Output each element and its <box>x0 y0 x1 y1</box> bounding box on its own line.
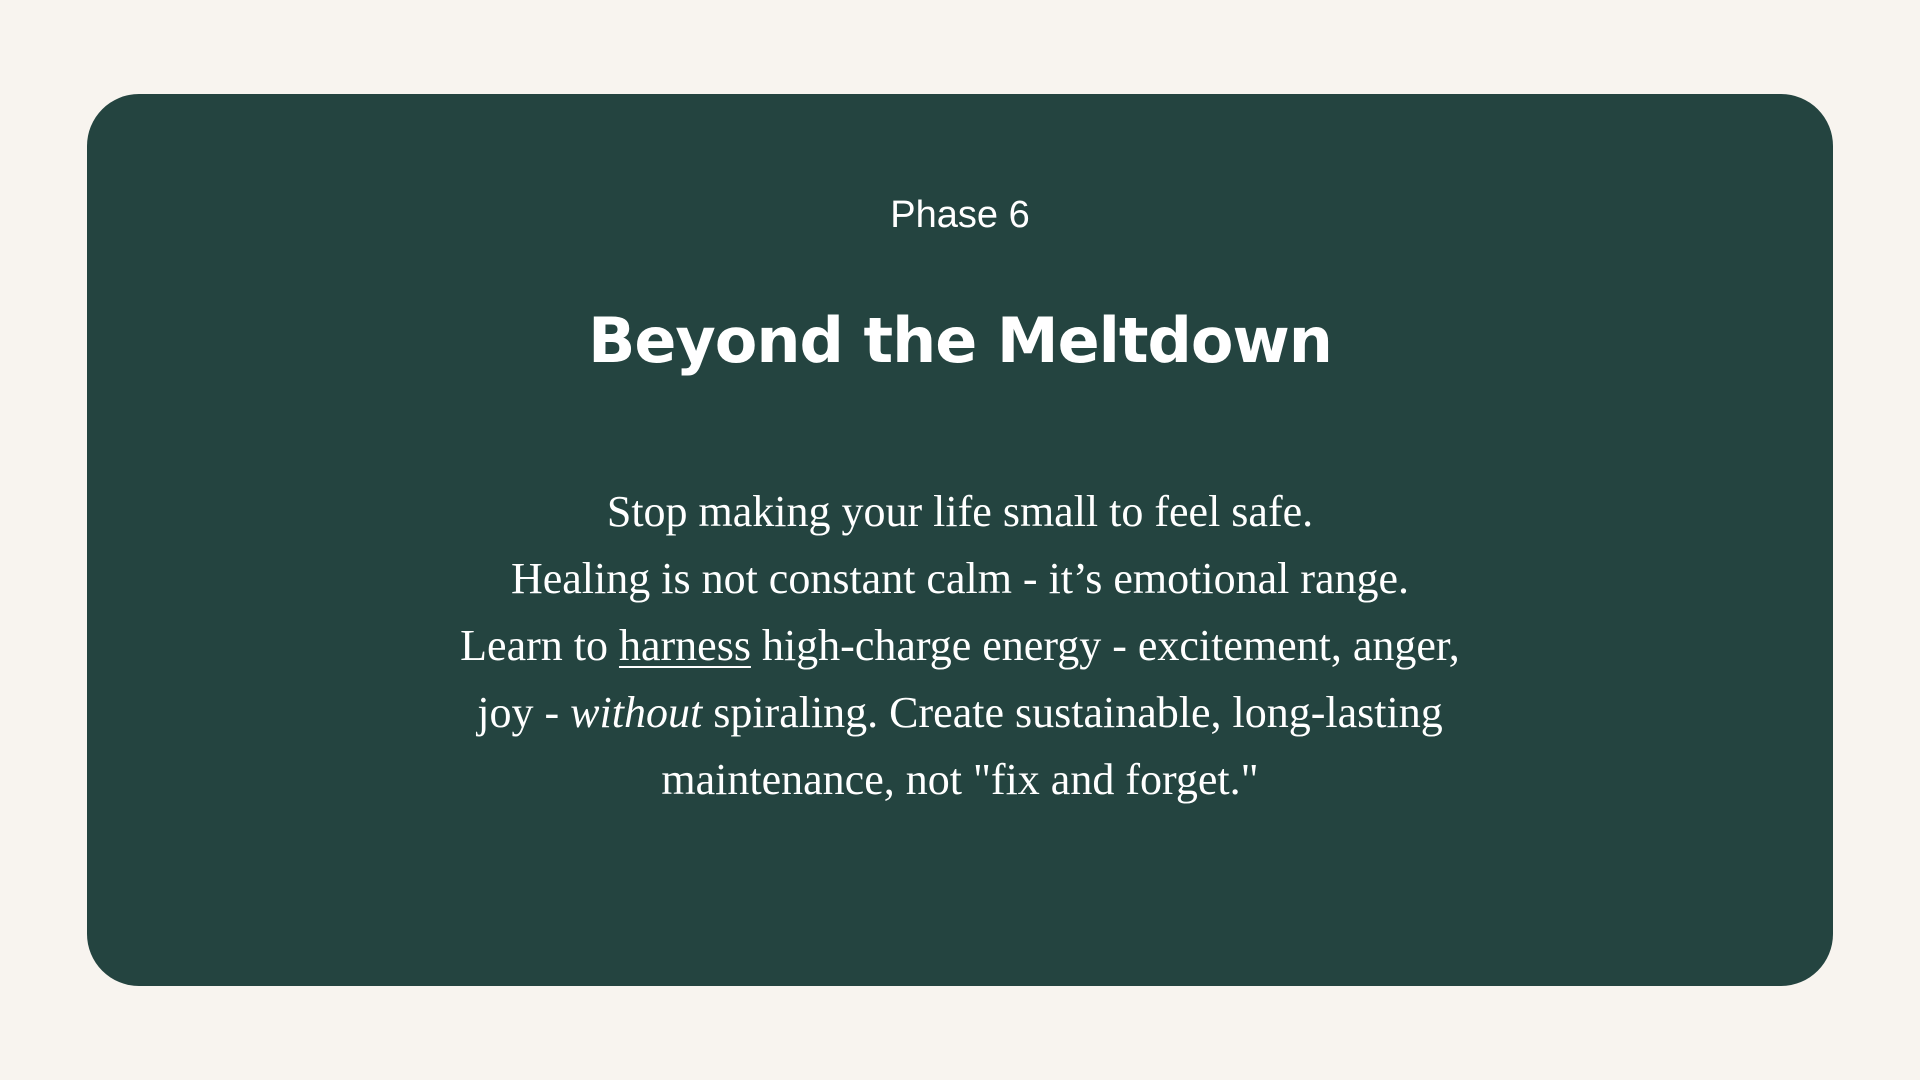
line-3-start: Learn to <box>460 621 619 670</box>
line-3-end: high-charge energy - excitement, anger, <box>750 621 1460 670</box>
description-text <box>400 478 1520 813</box>
underlined-word-harness: harness <box>618 621 751 670</box>
italic-word-without: without <box>570 688 703 737</box>
description-line-5: maintenance, not "fix and forget." <box>661 755 1259 804</box>
description-line-1: Stop making your life small to feel safe. <box>606 487 1314 536</box>
page-title: Beyond the Meltdown <box>588 304 1332 377</box>
description-line-3 <box>400 612 1520 679</box>
description-line-2: Healing is not constant calm - it’s emotional range. <box>510 554 1410 603</box>
phase-label: Phase 6 <box>890 194 1030 236</box>
line-4-end: spiraling. Create sustainable, long-lasting <box>702 688 1443 737</box>
line-4-start: joy - <box>477 688 571 737</box>
description-line-4 <box>400 679 1520 746</box>
